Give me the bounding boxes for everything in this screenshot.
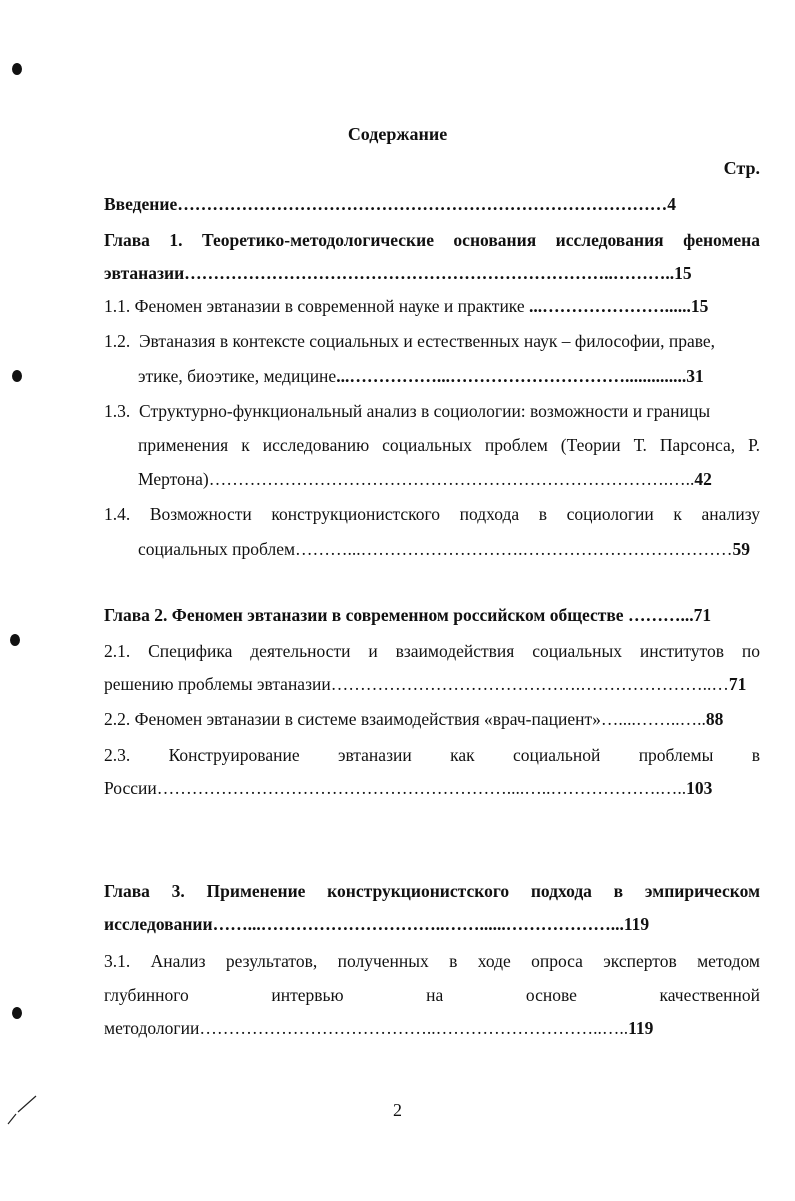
binder-hole-mark xyxy=(12,370,22,382)
toc-section-1-3: 1.3. Структурно-функциональный анализ в социологии: возможности и границы xyxy=(104,401,711,421)
page-column-label: Стр. xyxy=(723,158,760,178)
toc-section-1-2: 1.2. Эвтаназия в контексте социальных и естественных наук – философии, праве, xyxy=(104,331,716,351)
toc-section-1-3-line2: применения к исследованию социальных проблем (Теории Т. Парсонса, Р. xyxy=(138,435,760,455)
toc-section-1-4: 1.4. Возможности конструкционистского подхода в социологии к анализу xyxy=(104,504,760,524)
toc-section-2-3: 2.3. Конструирование эвтаназии как социальной проблемы в xyxy=(104,745,760,765)
toc-chapter-3-title: Глава 3. Применение конструкционистского подхода в эмпирическом xyxy=(104,881,760,901)
page-title: Содержание xyxy=(347,124,448,144)
toc-entry-intro: Введение…………………………………………………………………………4 xyxy=(104,194,676,214)
toc-section-2-2: 2.2. Феномен эвтаназии в системе взаимодействия «врач-пациент»…....……..…..88 xyxy=(104,709,724,729)
toc-section-1-4-cont: социальных проблем………...……………………….………………………………59 xyxy=(138,539,751,559)
binder-hole-mark xyxy=(10,634,20,646)
toc-section-3-1: 3.1. Анализ результатов, полученных в ходе опроса экспертов методом xyxy=(104,951,760,971)
toc-section-1-3-cont: Мертона)…………………………………………………………………….…..42 xyxy=(138,469,712,489)
toc-section-3-1-cont: методологии…………………………………..………………………..…..119 xyxy=(104,1018,654,1038)
toc-section-1-1: 1.1. Феномен эвтаназии в современной науке и практике ...…………………......15 xyxy=(104,296,709,316)
binder-hole-mark xyxy=(12,63,22,75)
toc-section-1-2-cont: этике, биоэтике, медицине...……………...…………………………..............31 xyxy=(138,366,704,386)
toc-section-3-1-line2: глубинного интервью на основе качественной xyxy=(104,985,760,1005)
toc-chapter-3-cont: исследовании……...…………………………..……......………………...119 xyxy=(104,914,650,934)
toc-chapter-1-title: Глава 1. Теоретико-методологические основания исследования феномена xyxy=(104,230,760,250)
toc-section-2-3-cont: России……………………………………………………....…..……………….…..103 xyxy=(104,778,713,798)
page-number: 2 xyxy=(393,1100,402,1120)
toc-section-2-1-cont: решению проблемы эвтаназии…………………………………….…………………..…71 xyxy=(104,674,747,694)
toc-chapter-2: Глава 2. Феномен эвтаназии в современном российском обществе ………...71 xyxy=(104,605,712,625)
toc-chapter-1-cont: эвтаназии………………………………………………………………..………..15 xyxy=(104,263,692,283)
binder-hole-mark xyxy=(12,1007,22,1019)
toc-section-2-1: 2.1. Специфика деятельности и взаимодействия социальных институтов по xyxy=(104,641,760,661)
